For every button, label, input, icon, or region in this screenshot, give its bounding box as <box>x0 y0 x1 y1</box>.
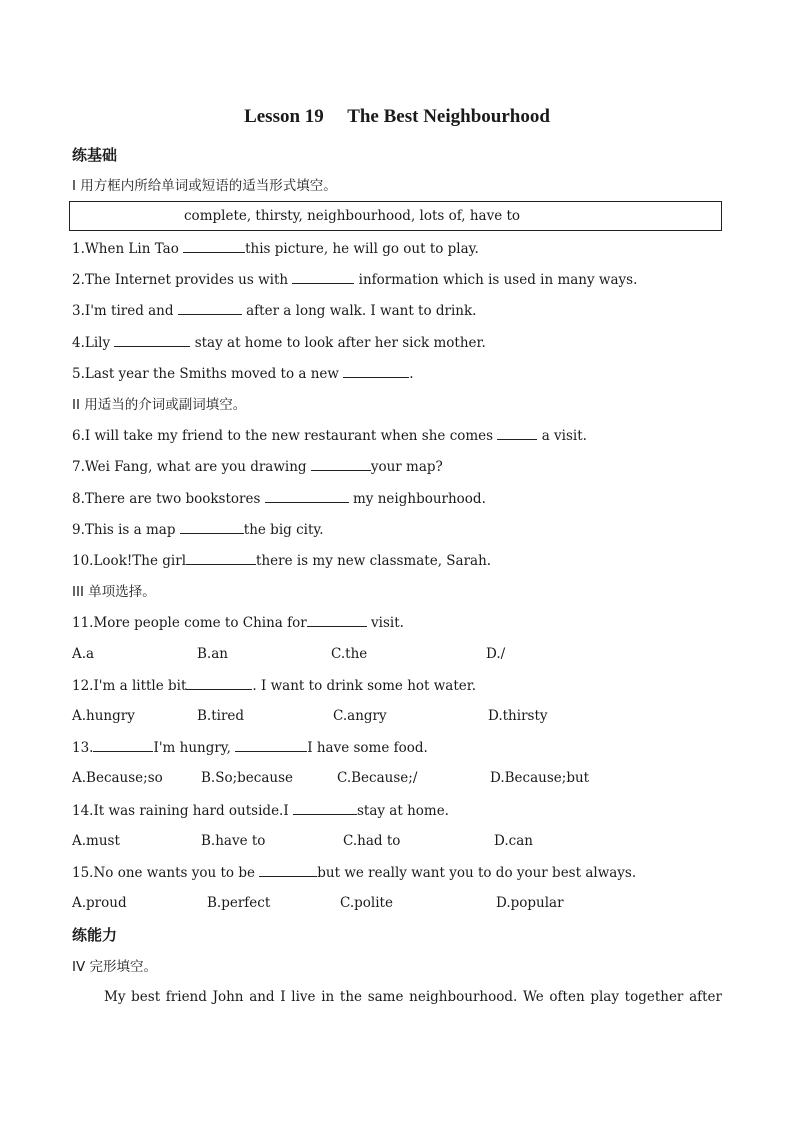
answer-blank[interactable] <box>235 739 307 752</box>
answer-blank[interactable] <box>178 302 242 315</box>
answer-blank[interactable] <box>497 427 537 440</box>
part2-instruction: II 用适当的介词或副词填空。 <box>72 397 247 413</box>
answer-blank[interactable] <box>311 458 371 471</box>
answer-blank[interactable] <box>259 864 317 877</box>
option-d[interactable]: D.can <box>494 833 533 849</box>
question-1: 1.When Lin Tao this picture, he will go out to play. <box>72 241 479 257</box>
question-8: 8.There are two bookstores my neighbourhood. <box>72 491 486 507</box>
option-d[interactable]: D.popular <box>496 895 564 911</box>
question-2: 2.The Internet provides us with information which is used in many ways. <box>72 272 638 288</box>
part3-instruction: III 单项选择。 <box>72 584 156 600</box>
answer-blank[interactable] <box>292 271 354 284</box>
word-box <box>69 201 722 231</box>
question-3: 3.I'm tired and after a long walk. I want to drink. <box>72 303 477 319</box>
answer-blank[interactable] <box>183 240 245 253</box>
option-b[interactable]: B.an <box>197 646 228 662</box>
option-d[interactable]: D./ <box>486 646 506 662</box>
option-d[interactable]: D.Because;but <box>490 770 590 786</box>
answer-blank[interactable] <box>114 334 190 347</box>
page-title: Lesson 19 The Best Neighbourhood <box>244 106 550 127</box>
question-13: 13. I'm hungry, I have some food. <box>72 740 428 756</box>
question-4: 4.Lily stay at home to look after her sick mother. <box>72 335 486 351</box>
answer-blank[interactable] <box>93 739 153 752</box>
question-6: 6.I will take my friend to the new restaurant when she comes a visit. <box>72 428 587 444</box>
section-basic-heading: 练基础 <box>72 146 118 164</box>
option-b[interactable]: B.So;because <box>201 770 293 786</box>
option-d[interactable]: D.thirsty <box>488 708 548 724</box>
question-9: 9.This is a map the big city. <box>72 522 324 538</box>
question-12: 12.I'm a little bit . I want to drink some hot water. <box>72 678 477 694</box>
option-a[interactable]: A.must <box>72 833 120 849</box>
answer-blank[interactable] <box>186 677 252 690</box>
part4-instruction: IV 完形填空。 <box>72 959 158 975</box>
word-box-text: complete, thirsty, neighbourhood, lots of, have to <box>184 208 521 224</box>
answer-blank[interactable] <box>180 521 244 534</box>
part1-instruction: I 用方框内所给单词或短语的适当形式填空。 <box>72 178 337 194</box>
section-ability-heading: 练能力 <box>72 926 118 944</box>
option-b[interactable]: B.have to <box>201 833 266 849</box>
cloze-paragraph: My best friend John and I live in the same neighbourhood. We often play together after <box>104 989 722 1005</box>
option-c[interactable]: C.had to <box>343 833 401 849</box>
option-c[interactable]: C.angry <box>333 708 387 724</box>
option-a[interactable]: A.Because;so <box>72 770 163 786</box>
question-10: 10.Look!The girl there is my new classmate, Sarah. <box>72 553 492 569</box>
question-15: 15.No one wants you to be but we really want you to do your best always. <box>72 865 637 881</box>
option-b[interactable]: B.perfect <box>207 895 271 911</box>
option-c[interactable]: C.Because;/ <box>337 770 418 786</box>
question-14: 14.It was raining hard outside.I stay at home. <box>72 803 449 819</box>
question-11: 11.More people come to China for visit. <box>72 615 404 631</box>
option-a[interactable]: A.a <box>72 646 95 662</box>
option-b[interactable]: B.tired <box>197 708 245 724</box>
answer-blank[interactable] <box>265 490 349 503</box>
answer-blank[interactable] <box>343 365 409 378</box>
answer-blank[interactable] <box>307 614 367 627</box>
option-a[interactable]: A.hungry <box>72 708 135 724</box>
option-c[interactable]: C.the <box>331 646 368 662</box>
option-a[interactable]: A.proud <box>72 895 127 911</box>
option-c[interactable]: C.polite <box>340 895 393 911</box>
answer-blank[interactable] <box>186 552 256 565</box>
question-5: 5.Last year the Smiths moved to a new . <box>72 366 414 382</box>
answer-blank[interactable] <box>293 802 357 815</box>
question-7: 7.Wei Fang, what are you drawing your map? <box>72 459 443 475</box>
